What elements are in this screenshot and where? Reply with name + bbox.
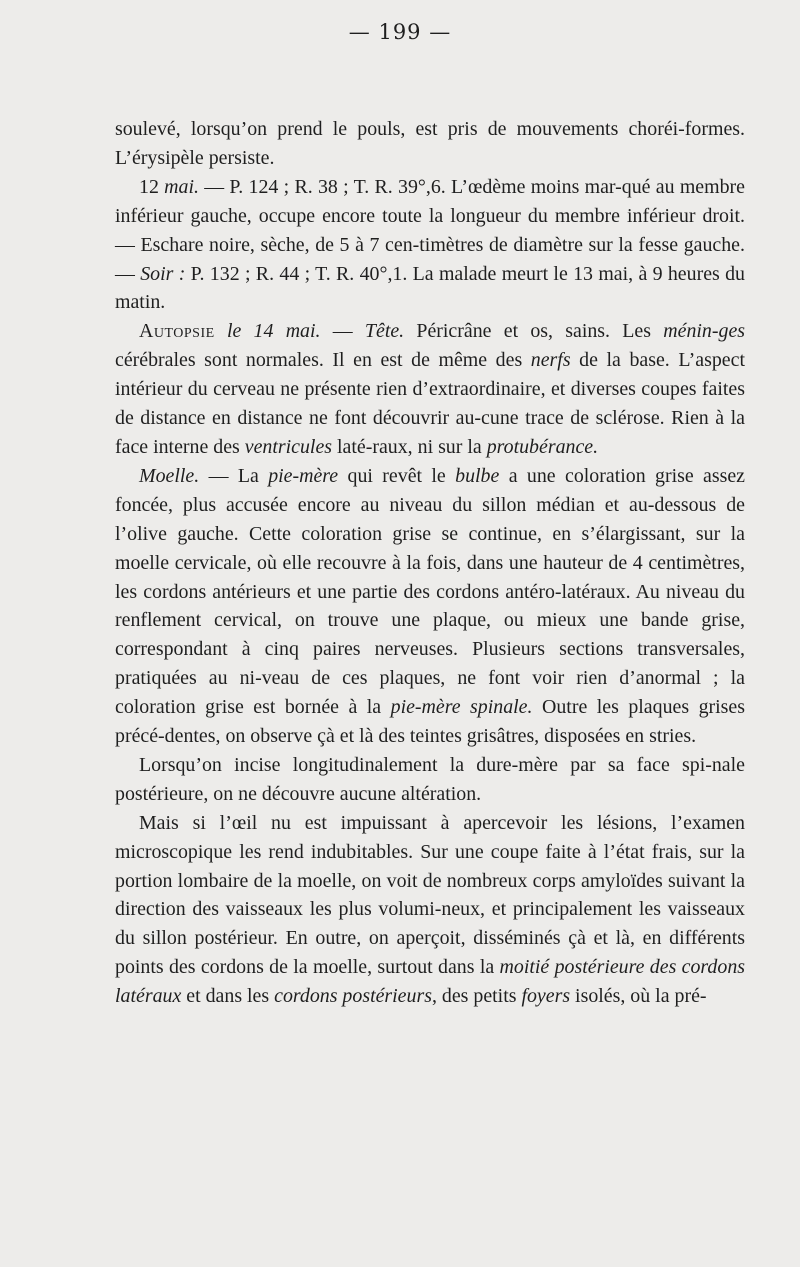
paragraph-1: [115, 115, 745, 173]
paragraph-2-segment-5: P. 132 ; R. 44 ; T. R. 40°,1. La malade meurt le 13 mai, à 9 heures du matin.: [115, 262, 745, 314]
paragraph-4-segment-6: a une coloration grise assez foncée, plus accusée encore au niveau du sillon médian et au-dessous de l’olive gauche. Cette coloration grise se continue, en s’élargissant, sur la moelle cervicale, où elle recouvre à la fois, dans une hauteur de 4 centimètres, les cordons antérieurs et une partie des cordons antéro-latéraux. Au niveau du renflement cervical, on trouve une plaque, ou mieux une bande grise, correspondant à cinq paires nerveuses. Plusieurs sections transversales, pratiquées au ni-veau de ces plaques, ne font voir rien d’anormal ; la coloration grise est bornée à la: [115, 464, 745, 719]
page-number: — 199 —: [348, 20, 452, 44]
paragraph-3-segment-12: laté-raux, ni sur la: [332, 435, 487, 458]
paragraph-4-segment-1: Moelle.: [139, 464, 200, 487]
paragraph-6-segment-4: cordons postérieurs: [274, 985, 432, 1008]
paragraph-3-segment-8: cérébrales sont normales. Il en est de même des: [115, 349, 531, 372]
paragraph-3-segment-3: le 14 mai.: [226, 320, 321, 343]
paragraph-3-segment-10: de la base. L’aspect intérieur du cerveau ne présente rien d’extraordinaire, et diverses coupes faites de distance en distance ne font découvrir au-cune trace de sclérose. Rien à la face interne des: [115, 349, 745, 458]
paragraph-3-segment-5: Tête.: [364, 320, 405, 343]
paragraph-4-segment-7: pie-mère spinale.: [390, 696, 533, 719]
paragraph-4: [115, 462, 745, 751]
paragraph-3-segment-7: ménin-ges: [663, 320, 746, 343]
paragraph-6-segment-3: et dans les: [181, 985, 275, 1008]
paragraph-3-segment-1: Autopsie: [139, 320, 215, 343]
paragraph-4-segment-4: qui revêt le: [338, 464, 456, 487]
paragraph-3-segment-11: ventricules: [244, 435, 333, 458]
paragraph-6-segment-6: foyers: [521, 985, 571, 1008]
paragraph-2-segment-4: Soir :: [140, 262, 186, 285]
paragraph-4-segment-3: pie-mère: [268, 464, 339, 487]
paragraph-2-segment-2: mai.: [164, 175, 199, 198]
paragraph-5: [115, 751, 745, 809]
paragraph-3-segment-9: nerfs: [530, 349, 571, 372]
paragraph-3-segment-6: Péricrâne et os, sains. Les: [404, 320, 664, 343]
paragraph-2-segment-3: — P. 124 ; R. 38 ; T. R. 39°,6. L’œdème moins mar-qué au membre inférieur gauche, occupe encore toute la longueur du membre inférieur droit. — Eschare noire, sèche, de 5 à 7 cen-timètres de diamètre sur la fesse gauche. —: [115, 175, 745, 285]
paragraph-6-segment-1: Mais si l’œil nu est impuissant à apercevoir les lésions, l’examen microscopique les rend indubitables. Sur une coupe faite à l’état frais, sur la portion lombaire de la moelle, on voit de nombreux corps amyloïdes suivant la direction des vaisseaux les plus volumi-neux, et principalement les vaisseaux du sillon postérieur. En outre, on aperçoit, disséminés çà et là, en différents points des cordons de la moelle, surtout dans la: [115, 811, 745, 979]
paragraph-2-segment-1: 12: [139, 175, 165, 198]
paragraph-6-segment-5: , des petits: [431, 985, 522, 1008]
paragraph-4-segment-2: — La: [199, 464, 269, 487]
paragraph-2: [115, 173, 745, 318]
paragraph-1-segment-1: soulevé, lorsqu’on prend le pouls, est pris de mouvements choréi-formes. L’érysipèle persiste.: [115, 118, 745, 169]
paragraph-4-segment-5: bulbe: [455, 464, 500, 487]
paragraph-3: [115, 317, 745, 462]
paragraph-3-segment-2: [215, 320, 227, 342]
paragraph-3-segment-13: protubérance.: [486, 435, 599, 458]
paragraph-6-segment-2: moitié postérieure des cordons latéraux: [115, 956, 746, 1008]
paragraph-6-segment-7: isolés, où la pré-: [570, 985, 707, 1008]
paragraph-5-segment-1: Lorsqu’on incise longitudinalement la dure-mère par sa face spi-nale postérieure, on ne découvre aucune altération.: [115, 753, 745, 805]
page-body: [115, 115, 745, 1011]
paragraph-4-segment-8: Outre les plaques grises précé-dentes, on observe çà et là des teintes grisâtres, disposées en stries.: [115, 696, 745, 748]
paragraph-3-segment-4: —: [320, 320, 365, 343]
paragraph-6: [115, 809, 745, 1011]
